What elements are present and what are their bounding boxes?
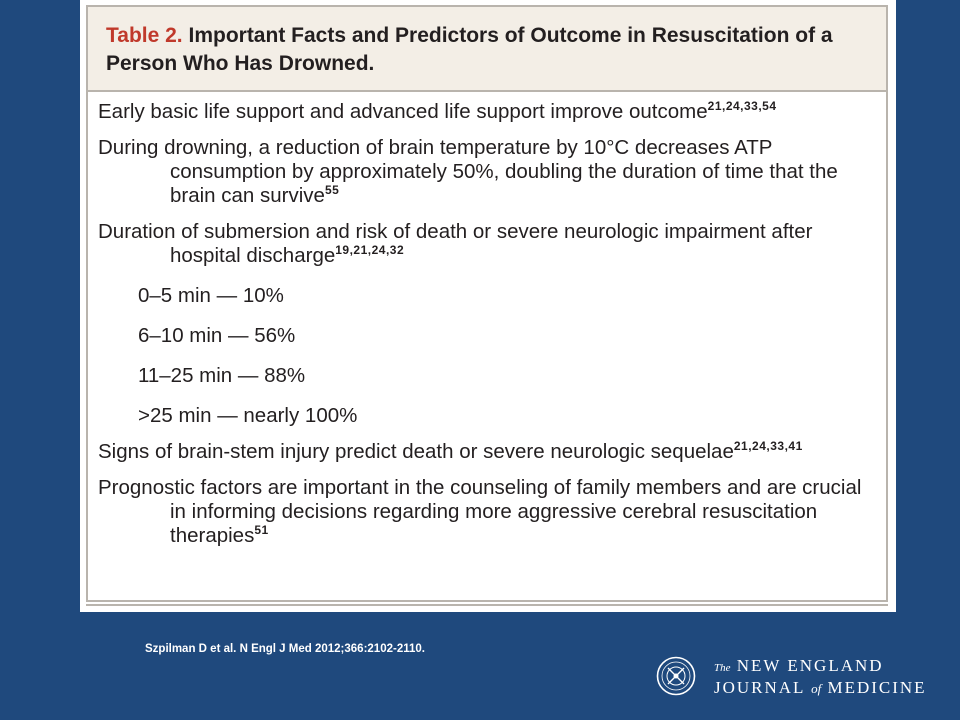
slide-card bbox=[80, 0, 896, 612]
item-text: 6–10 min — 56% bbox=[138, 324, 296, 347]
table-title-text: Important Facts and Predictors of Outcome in Resuscitation of a Person Who Has Drowned. bbox=[106, 24, 833, 75]
wordmark-line1: NEW ENGLAND bbox=[736, 656, 884, 675]
wordmark-of: of bbox=[811, 681, 822, 696]
list-item bbox=[98, 324, 868, 348]
table-title bbox=[106, 22, 866, 78]
item-text: During drowning, a reduction of brain temperature by 10°C decreases ATP consumption by approximately 50%, doubling the duration of time that the brain can survive bbox=[98, 136, 838, 207]
reference-superscript: 21,24,33,54 bbox=[707, 99, 777, 113]
list-item bbox=[98, 136, 868, 208]
list-item bbox=[98, 284, 868, 308]
wordmark-medicine: MEDICINE bbox=[827, 678, 927, 697]
item-text: 0–5 min — 10% bbox=[138, 284, 284, 307]
item-text: Signs of brain-stem injury predict death or severe neurologic sequelae bbox=[98, 440, 734, 463]
wordmark-the: The bbox=[714, 662, 731, 674]
table-bottom-rule bbox=[86, 604, 888, 606]
table-number: Table 2. bbox=[106, 24, 183, 47]
table-header bbox=[88, 7, 886, 92]
nejm-seal-icon bbox=[656, 656, 696, 696]
item-text: 11–25 min — 88% bbox=[138, 364, 306, 387]
reference-superscript: 51 bbox=[254, 523, 269, 537]
item-text: Early basic life support and advanced life support improve outcome bbox=[98, 100, 708, 123]
list-item bbox=[98, 100, 868, 124]
table-body bbox=[98, 100, 868, 548]
item-text: >25 min — nearly 100% bbox=[138, 404, 358, 427]
nejm-logo bbox=[656, 656, 926, 700]
list-item bbox=[98, 404, 868, 428]
citation: Szpilman D et al. N Engl J Med 2012;366:2102-2110. bbox=[145, 643, 425, 655]
wordmark-journal: JOURNAL bbox=[714, 678, 805, 697]
list-item bbox=[98, 220, 868, 268]
list-item bbox=[98, 364, 868, 388]
reference-superscript: 55 bbox=[324, 183, 340, 197]
item-text: Duration of submersion and risk of death or severe neurologic impairment after hospital discharge bbox=[98, 220, 813, 267]
reference-superscript: 19,21,24,32 bbox=[335, 243, 405, 257]
nejm-wordmark bbox=[714, 656, 927, 698]
item-text: Prognostic factors are important in the counseling of family members and are crucial in informing decisions regarding more aggressive cerebral resuscitation therapies bbox=[98, 476, 862, 547]
list-item bbox=[98, 476, 868, 548]
reference-superscript: 21,24,33,41 bbox=[733, 439, 803, 453]
list-item bbox=[98, 440, 868, 464]
